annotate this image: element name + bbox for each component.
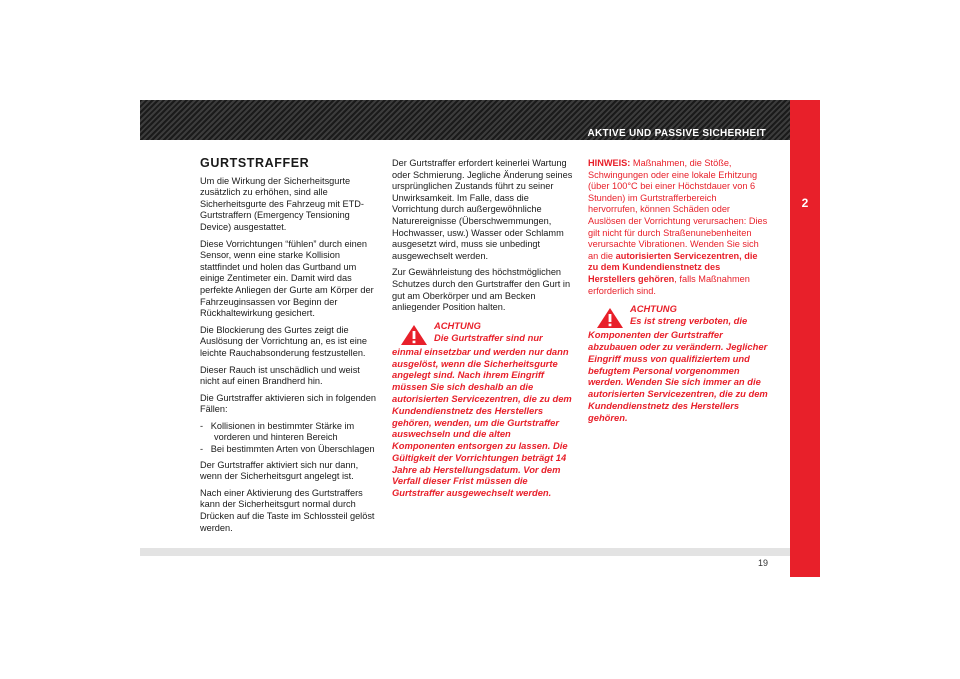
warning-triangle-icon — [400, 324, 428, 346]
note-text: Maßnahmen, die Stöße, Schwingungen oder eine lokale Erhitzung (über 100°C bei einer Höchstdauer von 6 Stunden) im Gurtstrafferbereich hervorrufen, können Schäden oder Auslösen der Vorrichtung verursachen: Dies gilt nicht für durch Straßenunebenheiten verursachte Vibrationen. Wenden Sie sich an die — [588, 158, 768, 261]
paragraph: Dieser Rauch ist unschädlich und weist nicht auf einen Brandherd hin. — [200, 364, 360, 387]
warning-first-line: Die Gurtstraffer sind nur — [434, 331, 543, 343]
paragraph: Der Gurtstraffer erfordert keinerlei Wartung oder Schmierung. Jegliche Änderung seines ursprünglichen Zustands führt zu seiner Unwirksamkeit. Im Falle, dass die Vorrichtung durch außergewöhnliche Naturereignisse (Überschwemmungen, Hochwasser, usw.) Wasser oder Schlamm ausgesetzt wird, muss sie unbedingt ausgewechselt werden. — [392, 158, 573, 261]
paragraph: Zur Gewährleistung des höchstmöglichen Schutzes durch den Gurtstraffer den Gurt in gut am Oberkörper und am Becken anliegender Position halten. — [392, 267, 571, 313]
page-number: 19 — [757, 558, 768, 568]
warning-first-line: Es ist streng verboten, die — [630, 314, 748, 326]
note-tail: , falls Maßnahmen erforderlich sind. — [588, 273, 750, 296]
list-item: - Kollisionen in bestimmter Stärke im vorderen und hinteren Bereich — [200, 420, 355, 443]
paragraph: Der Gurtstraffer aktiviert sich nur dann, wenn der Sicherheitsgurt angelegt ist. — [200, 459, 359, 482]
section-heading: GURTSTRAFFER — [200, 156, 310, 170]
warning-text: Komponenten der Gurtstraffer abzubauen oder zu verändern. Jeglicher Eingriff muss von qualifiziertem und befugtem Personal vorgenommen werden. Wenden Sie sich immer an die autorisierten Servicezentren, die zu dem Kundendienstnetz des Herstellers gehören. — [588, 329, 768, 423]
chapter-number: 2 — [801, 196, 809, 210]
column-middle — [392, 158, 576, 499]
chapter-tab — [790, 100, 820, 577]
warning-box — [392, 320, 576, 499]
paragraph: Nach einer Aktivierung des Gurtstraffers kann der Sicherheitsgurt normal durch Drücken auf die Taste im Schlossteil gelöst werden. — [200, 487, 375, 533]
note-paragraph — [588, 158, 768, 297]
section-header-band — [140, 100, 790, 140]
paragraph: Um die Wirkung der Sicherheitsgurte zusätzlich zu erhöhen, sind alle Sicherheitsgurte des Fahrzeug mit ETD-Gurtstraffern (Emergency Tensioning Device) ausgestattet. — [200, 175, 364, 232]
note-label: HINWEIS: — [588, 158, 631, 168]
note-emphasis: autorisierten Servicezentren, die zu dem Kundendienstnetz des Herstellers gehören — [588, 250, 758, 284]
warning-triangle-icon — [596, 307, 624, 329]
column-left — [200, 158, 378, 539]
footer-bar — [140, 548, 790, 556]
paragraph: Die Gurtstraffer aktivieren sich in folgenden Fällen: — [200, 392, 377, 415]
warning-text: einmal einsetzbar und werden nur dann ausgelöst, wenn die Sicherheitsgurte angelegt sind. Nach ihrem Eingriff müssen Sie sich deshalb an die autorisierten Servicezentren, die zu dem Kundendienstnetz des Herstellers gehören, wenden, um die Gurtstraffer auswechseln und die alten Komponenten entsorgen zu lassen. Die Gültigkeit der Vorrichtungen beträgt 14 Jahre ab Herstellungsdatum. Vor dem Verfall dieser Frist müssen die Gurtstraffer ausgewechselt werden. — [392, 345, 572, 499]
warning-box — [588, 303, 768, 423]
warning-title: ACHTUNG — [630, 303, 677, 315]
activation-list — [200, 421, 378, 456]
paragraph: Diese Vorrichtungen “fühlen” durch einen Sensor, wenn eine starke Kollision stattfindet und holen das Gurtband um einige Zentimeter ein. Damit wird das perfekte Anliegen der Gurte am Körper der Fahrzeuginsassen vor Beginn der Rückhaltewirkung gesichert. — [200, 238, 374, 319]
section-title: AKTIVE UND PASSIVE SICHERHEIT — [587, 128, 766, 139]
paragraph: Die Blockierung des Gurtes zeigt die Auslösung der Vorrichtung an, es ist eine leichte Rauchabsonderung festzustellen. — [200, 324, 368, 358]
warning-title: ACHTUNG — [434, 319, 481, 331]
column-right — [588, 158, 768, 424]
list-item: - Bei bestimmten Arten von Überschlagen — [200, 444, 375, 455]
